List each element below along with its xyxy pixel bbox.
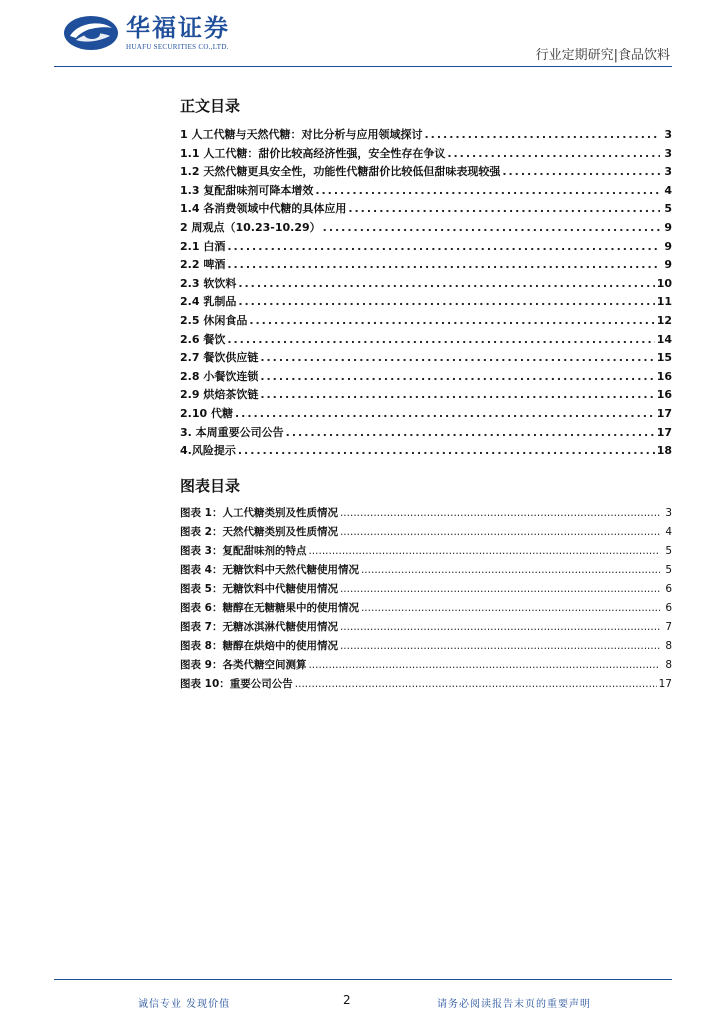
- huafu-logo-icon: [62, 14, 120, 52]
- toc-entry-page: 16: [656, 369, 672, 383]
- toc-entry-page: 3: [664, 146, 672, 160]
- toc-entry[interactable]: [180, 200, 672, 219]
- toc-entry-page: 18: [656, 444, 672, 458]
- brand-name-en: HUAFU SECURITIES CO.,LTD.: [126, 43, 229, 51]
- dot-leader: [286, 426, 655, 439]
- toc-entry-page: 3: [664, 165, 672, 179]
- footer-disclaimer: 请务必阅读报告末页的重要声明: [437, 999, 591, 1010]
- toc-entry-label: 2.1 白酒: [180, 239, 226, 253]
- dot-leader: [227, 333, 654, 346]
- dot-leader: [361, 564, 660, 576]
- toc-entry[interactable]: [180, 349, 672, 368]
- toc-entry-label: 3. 本周重要公司公告: [180, 425, 284, 439]
- toc-entry[interactable]: [180, 386, 672, 405]
- toc-entry-label: 图表 3：复配甜味剂的特点: [180, 545, 307, 557]
- header-divider: [54, 66, 672, 67]
- dot-leader: [260, 388, 654, 401]
- toc-entry-label: 4.风险提示: [180, 444, 236, 458]
- toc-entry-label: 图表 1：人工代糖类别及性质情况: [180, 507, 338, 519]
- table-of-contents: [180, 126, 672, 461]
- toc-entry-page: 10: [656, 276, 672, 290]
- dot-leader: [323, 221, 660, 234]
- dot-leader: [348, 202, 660, 215]
- toc-entry-label: 图表 9：各类代糖空间测算: [180, 659, 307, 671]
- dot-leader: [227, 258, 660, 271]
- dot-leader: [424, 128, 660, 141]
- toc-entry-label: 2.5 休闲食品: [180, 313, 248, 327]
- toc-entry[interactable]: [180, 600, 672, 619]
- dot-leader: [238, 295, 654, 308]
- toc-entry-label: 图表 2：天然代糖类别及性质情况: [180, 526, 338, 538]
- toc-entry[interactable]: [180, 238, 672, 257]
- dot-leader: [238, 444, 655, 457]
- toc-entry[interactable]: [180, 312, 672, 331]
- toc-entry-page: 11: [656, 295, 672, 309]
- toc-entry-page: 5: [665, 564, 672, 576]
- toc-entry[interactable]: [180, 331, 672, 350]
- dot-leader: [295, 678, 657, 690]
- dot-leader: [227, 240, 660, 253]
- dot-leader: [502, 165, 660, 178]
- toc-entry[interactable]: [180, 676, 672, 695]
- toc-entry[interactable]: [180, 405, 672, 424]
- toc-entry[interactable]: [180, 368, 672, 387]
- toc-entry-page: 4: [664, 183, 672, 197]
- figures-toc-title: 图表目录: [180, 477, 241, 495]
- toc-entry-label: 图表 7：无糖冰淇淋代糖使用情况: [180, 621, 338, 633]
- page-number: 2: [343, 993, 351, 1007]
- toc-entry-page: 5: [665, 545, 672, 557]
- footer-divider: [54, 979, 672, 980]
- figures-list: [180, 505, 672, 695]
- toc-entry[interactable]: [180, 126, 672, 145]
- toc-entry[interactable]: [180, 543, 672, 562]
- toc-entry-page: 9: [664, 239, 672, 253]
- toc-entry-label: 2.4 乳制品: [180, 295, 237, 309]
- toc-entry[interactable]: [180, 256, 672, 275]
- toc-entry-label: 图表 6：糖醇在无糖糖果中的使用情况: [180, 602, 359, 614]
- toc-entry[interactable]: [180, 638, 672, 657]
- dot-leader: [340, 507, 660, 519]
- toc-entry-page: 8: [665, 640, 672, 652]
- toc-entry-page: 6: [665, 602, 672, 614]
- toc-entry-label: 1.4 各消费领域中代糖的具体应用: [180, 202, 347, 216]
- toc-entry[interactable]: [180, 524, 672, 543]
- toc-entry-label: 2.10 代糖: [180, 406, 233, 420]
- toc-entry-label: 图表 10：重要公司公告: [180, 678, 293, 690]
- toc-entry-page: 17: [656, 406, 672, 420]
- toc-title: 正文目录: [180, 97, 241, 115]
- report-type: 行业定期研究|食品饮料: [535, 48, 670, 63]
- toc-entry-label: 图表 4：无糖饮料中天然代糖使用情况: [180, 564, 359, 576]
- brand-name-cn: 华福证券: [126, 13, 230, 42]
- dot-leader: [260, 370, 654, 383]
- toc-entry[interactable]: [180, 581, 672, 600]
- toc-entry-page: 3: [664, 128, 672, 141]
- dot-leader: [308, 545, 660, 557]
- dot-leader: [340, 621, 660, 633]
- toc-entry-page: 9: [664, 220, 672, 234]
- toc-entry[interactable]: [180, 657, 672, 676]
- dot-leader: [340, 640, 660, 652]
- toc-entry-page: 3: [665, 507, 672, 519]
- dot-leader: [260, 351, 654, 364]
- toc-entry-page: 7: [665, 621, 672, 633]
- toc-entry[interactable]: [180, 505, 672, 524]
- toc-entry-page: 14: [656, 332, 672, 346]
- toc-entry-page: 17: [656, 425, 672, 439]
- toc-entry-label: 1.3 复配甜味剂可降本增效: [180, 183, 314, 197]
- dot-leader: [235, 407, 655, 420]
- footer-slogan: 诚信专业 发现价值: [138, 999, 231, 1010]
- toc-entry[interactable]: [180, 219, 672, 238]
- toc-entry-page: 16: [656, 388, 672, 402]
- toc-entry-page: 6: [665, 583, 672, 595]
- toc-entry-page: 5: [664, 202, 672, 216]
- dot-leader: [249, 314, 654, 327]
- toc-entry-page: 8: [665, 659, 672, 671]
- toc-entry-page: 9: [664, 258, 672, 272]
- toc-entry-label: 1.1 人工代糖：甜价比较高经济性强，安全性存在争议: [180, 146, 446, 160]
- toc-entry-label: 2.9 烘焙茶饮链: [180, 388, 259, 402]
- toc-entry-label: 2.6 餐饮: [180, 332, 226, 346]
- toc-entry-label: 图表 5：无糖饮料中代糖使用情况: [180, 583, 338, 595]
- toc-entry[interactable]: [180, 182, 672, 201]
- toc-entry-label: 1.2 天然代糖更具安全性，功能性代糖甜价比较低但甜味表现较强: [180, 165, 501, 179]
- toc-entry[interactable]: [180, 619, 672, 638]
- toc-entry-page: 4: [665, 526, 672, 538]
- toc-entry[interactable]: [180, 293, 672, 312]
- toc-entry[interactable]: [180, 442, 672, 461]
- dot-leader: [308, 659, 660, 671]
- toc-entry[interactable]: [180, 424, 672, 443]
- dot-leader: [361, 602, 660, 614]
- toc-entry[interactable]: [180, 562, 672, 581]
- dot-leader: [238, 277, 654, 290]
- toc-entry[interactable]: [180, 145, 672, 164]
- toc-entry-page: 12: [656, 313, 672, 327]
- page-header: [0, 0, 724, 70]
- brand: [126, 14, 230, 51]
- toc-entry[interactable]: [180, 163, 672, 182]
- toc-entry[interactable]: [180, 275, 672, 294]
- dot-leader: [340, 583, 660, 595]
- toc-entry-label: 1 人工代糖与天然代糖：对比分析与应用领域探讨: [180, 128, 423, 141]
- toc-entry-label: 2 周观点（10.23-10.29）: [180, 220, 321, 234]
- toc-entry-label: 图表 8：糖醇在烘焙中的使用情况: [180, 640, 338, 652]
- toc-entry-label: 2.7 餐饮供应链: [180, 351, 259, 365]
- toc-entry-page: 17: [658, 678, 672, 690]
- toc-entry-label: 2.3 软饮料: [180, 276, 237, 290]
- dot-leader: [315, 184, 660, 197]
- toc-entry-page: 15: [656, 351, 672, 365]
- dot-leader: [447, 147, 660, 160]
- toc-entry-label: 2.2 啤酒: [180, 258, 226, 272]
- toc-entry-label: 2.8 小餐饮连锁: [180, 369, 259, 383]
- dot-leader: [340, 526, 660, 538]
